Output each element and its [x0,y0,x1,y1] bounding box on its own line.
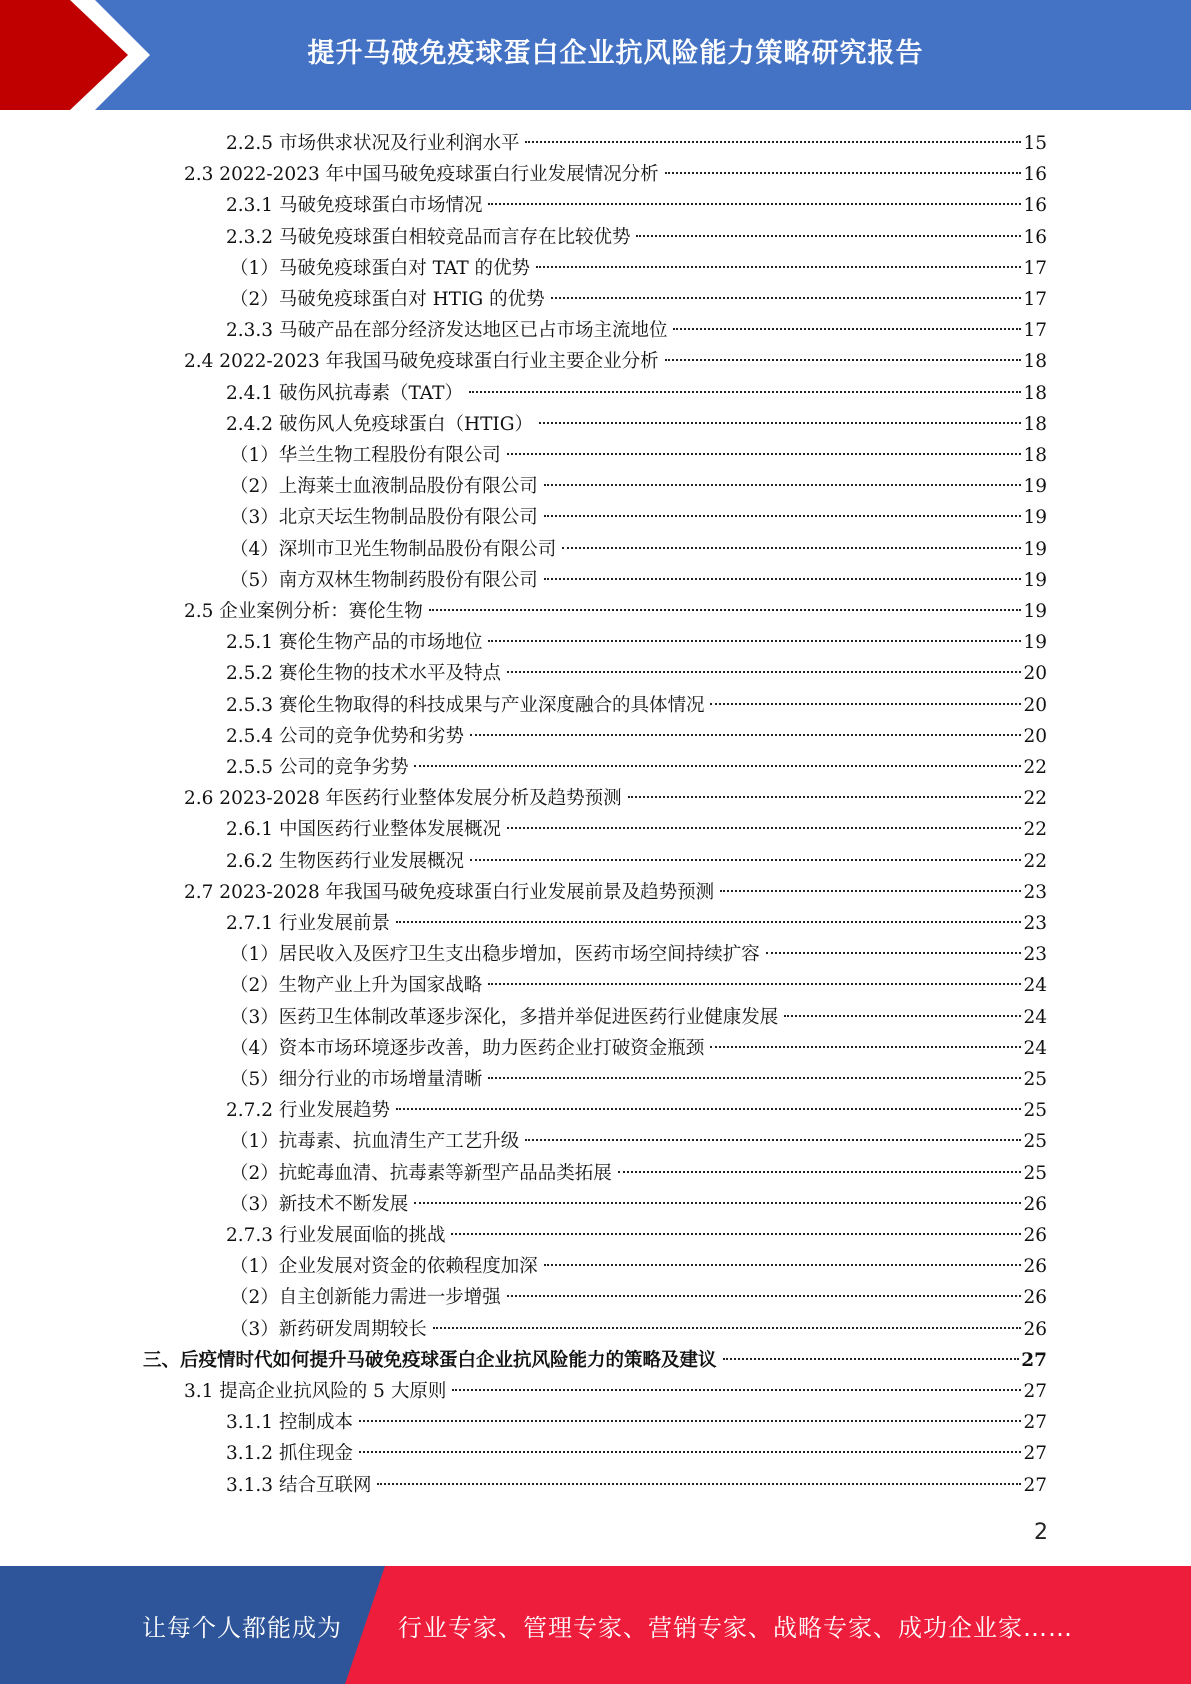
toc-entry-label: 2.5.1 赛伦生物产品的市场地位 [226,632,483,654]
toc-entry-page: 25 [1023,1131,1047,1153]
toc-entry[interactable] [230,502,1047,533]
toc-entry-page: 19 [1023,569,1047,591]
toc-dot-leader [544,578,1022,580]
toc-dot-leader [488,1077,1021,1079]
toc-entry-page: 18 [1023,445,1047,466]
toc-entry-page: 23 [1023,913,1047,934]
toc-entry[interactable] [184,877,1047,908]
toc-entry[interactable] [226,814,1047,845]
toc-dot-leader [536,266,1021,268]
toc-entry[interactable] [226,721,1047,752]
toc-dot-leader [636,235,1021,237]
toc-entry-label: 3.1.3 结合互联网 [226,1474,372,1496]
toc-entry-label: （1）抗毒素、抗血清生产工艺升级 [230,1131,520,1153]
toc-entry-label: 2.4.1 破伤风抗毒素（TAT） [226,382,463,404]
toc-entry-page: 16 [1023,164,1047,186]
toc-entry-label: 2.7.2 行业发展趋势 [226,1100,390,1122]
toc-dot-leader [396,921,1021,923]
toc-entry-label: 2.3.3 马破产品在部分经济发达地区已占市场主流地位 [226,320,668,342]
toc-entry-page: 20 [1023,663,1047,685]
toc-entry-label: （5）细分行业的市场增量清晰 [230,1069,483,1090]
toc-entry-page: 16 [1023,195,1047,217]
report-title: 提升马破免疫球蛋白企业抗风险能力策略研究报告 [307,37,924,69]
toc-entry[interactable] [230,1033,1047,1064]
toc-dot-leader [414,1202,1021,1204]
toc-entry-page: 26 [1023,1287,1047,1309]
toc-entry[interactable] [184,596,1047,627]
toc-entry[interactable] [230,1126,1047,1157]
toc-entry-label: （2）马破免疫球蛋白对 HTIG 的优势 [230,289,545,310]
toc-entry-page: 20 [1023,694,1047,716]
toc-entry-page: 25 [1023,1069,1047,1090]
toc-entry-label: （1）马破免疫球蛋白对 TAT 的优势 [230,257,531,279]
toc-dot-leader [507,1295,1022,1297]
toc-entry-label: 2.7.3 行业发展面临的挑战 [226,1225,446,1246]
toc-dot-leader [414,765,1021,767]
toc-entry-label: 2.7.1 行业发展前景 [226,913,390,934]
toc-dot-leader [628,796,1022,798]
toc-entry[interactable] [226,1407,1047,1438]
toc-entry[interactable] [226,846,1047,877]
toc-entry-page: 17 [1023,320,1047,342]
toc-entry[interactable] [226,1220,1047,1251]
toc-entry-label: 3.1.1 控制成本 [226,1412,353,1434]
toc-dot-leader [673,328,1021,330]
toc-entry-page: 26 [1023,1318,1047,1340]
toc-entry[interactable] [226,315,1047,346]
toc-entry[interactable] [230,1002,1047,1033]
toc-entry-label: 三、后疫情时代如何提升马破免疫球蛋白企业抗风险能力的策略及建议 [143,1349,717,1371]
toc-dot-leader [525,141,1021,143]
toc-entry[interactable] [184,1376,1047,1407]
toc-dot-leader [784,1015,1021,1017]
toc-entry-page: 18 [1023,382,1047,404]
toc-entry[interactable] [226,409,1047,440]
toc-dot-leader [429,609,1022,611]
toc-entry[interactable] [226,908,1047,939]
toc-entry-page: 20 [1023,725,1047,747]
toc-entry[interactable] [226,190,1047,221]
toc-dot-leader [665,172,1022,174]
toc-entry-page: 15 [1023,133,1047,154]
toc-dot-leader [359,1451,1022,1453]
toc-entry[interactable] [230,253,1047,284]
toc-entry-page: 19 [1023,632,1047,654]
toc-entry-label: 2.6.1 中国医药行业整体发展概况 [226,819,501,841]
toc-entry[interactable] [226,1470,1047,1501]
toc-entry-page: 19 [1023,476,1047,498]
toc-dot-leader [377,1483,1021,1485]
toc-entry-label: （4）深圳市卫光生物制品股份有限公司 [230,538,557,560]
toc-dot-leader [618,1171,1022,1173]
toc-entry-label: 2.7 2023-2028 年我国马破免疫球蛋白行业发展前景及趋势预测 [184,881,715,903]
toc-entry[interactable] [143,1345,1047,1376]
toc-dot-leader [766,952,1022,954]
toc-entry-page: 24 [1023,975,1047,997]
toc-entry[interactable] [226,1438,1047,1469]
toc-dot-leader [469,391,1021,393]
toc-entry-label: 2.4.2 破伤风人免疫球蛋白（HTIG） [226,413,534,435]
toc-entry[interactable] [230,1189,1047,1220]
toc-dot-leader [720,890,1021,892]
toc-entry[interactable] [230,939,1047,970]
toc-entry-label: （3）新药研发周期较长 [230,1318,427,1340]
toc-entry-label: （2）上海莱士血液制品股份有限公司 [230,476,538,498]
toc-entry-label: 2.3.2 马破免疫球蛋白相较竞品而言存在比较优势 [226,226,631,248]
toc-entry-label: 2.3.1 马破免疫球蛋白市场情况 [226,195,483,217]
toc-entry[interactable] [230,565,1047,596]
toc-entry-label: 3.1.2 抓住现金 [226,1443,353,1465]
toc-entry-label: 2.2.5 市场供求状况及行业利润水平 [226,133,520,154]
toc-entry-label: （3）医药卫生体制改革逐步深化，多措并举促进医药行业健康发展 [230,1006,779,1028]
toc-entry[interactable] [230,1314,1047,1345]
toc-dot-leader [396,1108,1021,1110]
toc-entry-page: 26 [1023,1193,1047,1215]
footer-slogan-left: 让每个人都能成为 [142,1613,342,1642]
toc-entry-page: 27 [1021,1349,1047,1371]
toc-entry-page: 23 [1023,944,1047,966]
toc-entry-label: （3）新技术不断发展 [230,1193,409,1215]
toc-dot-leader [488,640,1021,642]
toc-dot-leader [525,1139,1021,1141]
toc-dot-leader [710,703,1021,705]
toc-entry-label: （1）居民收入及医疗卫生支出稳步增加，医药市场空间持续扩容 [230,944,760,966]
toc-entry-label: 2.5.5 公司的竞争劣势 [226,757,409,778]
toc-entry[interactable] [226,1095,1047,1126]
toc-dot-leader [539,422,1021,424]
toc-entry-label: （3）北京天坛生物制品股份有限公司 [230,507,538,529]
toc-entry-page: 27 [1023,1443,1047,1465]
toc-entry-label: （1）企业发展对资金的依赖程度加深 [230,1256,538,1278]
page-number: 2 [1034,1520,1048,1545]
toc-entry[interactable] [226,690,1047,721]
toc-entry[interactable] [230,1158,1047,1189]
toc-entry[interactable] [226,222,1047,253]
toc-entry[interactable] [226,752,1047,783]
toc-entry-label: 2.5.2 赛伦生物的技术水平及特点 [226,663,501,685]
toc-dot-leader [544,484,1022,486]
toc-entry-page: 17 [1023,257,1047,279]
toc-dot-leader [488,203,1021,205]
toc-entry-label: （2）抗蛇毒血清、抗毒素等新型产品品类拓展 [230,1162,612,1184]
toc-entry[interactable] [230,534,1047,565]
toc-entry-label: 2.5.4 公司的竞争优势和劣势 [226,725,464,747]
toc-entry[interactable] [230,1064,1047,1095]
toc-dot-leader [562,547,1021,549]
toc-entry-page: 22 [1023,850,1047,872]
toc-entry-page: 16 [1023,226,1047,248]
toc-entry-page: 22 [1023,757,1047,778]
toc-entry-page: 17 [1023,289,1047,310]
toc-entry[interactable] [226,378,1047,409]
toc-dot-leader [507,827,1021,829]
toc-dot-leader [544,515,1022,517]
toc-entry-page: 19 [1023,538,1047,560]
toc-entry-page: 25 [1023,1162,1047,1184]
toc-entry-label: （4）资本市场环境逐步改善，助力医药企业打破资金瓶颈 [230,1037,705,1059]
toc-entry-label: 3.1 提高企业抗风险的 5 大原则 [184,1381,447,1402]
toc-entry-label: 2.5.3 赛伦生物取得的科技成果与产业深度融合的具体情况 [226,694,705,716]
toc-dot-leader [665,359,1022,361]
toc-dot-leader [723,1358,1020,1360]
toc-entry[interactable] [230,1251,1047,1282]
toc-entry-page: 22 [1023,788,1047,810]
toc-entry-label: （1）华兰生物工程股份有限公司 [230,445,501,466]
toc-entry-label: （2）生物产业上升为国家战略 [230,975,483,997]
toc-entry[interactable] [226,128,1047,159]
toc-entry-page: 19 [1023,601,1047,622]
toc-entry[interactable] [230,284,1047,315]
toc-entry-page: 27 [1023,1381,1047,1402]
toc-dot-leader [470,734,1021,736]
toc-entry-label: （2）自主创新能力需进一步增强 [230,1287,501,1309]
page-header [0,0,1191,110]
toc-entry-page: 23 [1023,881,1047,903]
toc-entry-label: 2.3 2022-2023 年中国马破免疫球蛋白行业发展情况分析 [184,164,659,186]
toc-dot-leader [452,1389,1021,1391]
toc-entry-label: （5）南方双林生物制药股份有限公司 [230,569,538,591]
toc-dot-leader [359,1420,1022,1422]
toc-entry[interactable] [184,159,1047,190]
toc-entry-page: 24 [1023,1006,1047,1028]
toc-entry-page: 25 [1023,1100,1047,1122]
toc-entry[interactable] [184,783,1047,814]
toc-entry[interactable] [226,627,1047,658]
toc-entry[interactable] [230,471,1047,502]
toc-entry-page: 22 [1023,819,1047,841]
toc-entry[interactable] [230,970,1047,1001]
toc-entry-page: 19 [1023,507,1047,529]
toc-dot-leader [433,1327,1022,1329]
toc-entry-page: 18 [1023,351,1047,373]
toc-dot-leader [470,859,1021,861]
toc-entry-label: 2.4 2022-2023 年我国马破免疫球蛋白行业主要企业分析 [184,351,659,373]
toc-entry[interactable] [226,658,1047,689]
toc-dot-leader [710,1046,1021,1048]
toc-dot-leader [507,453,1022,455]
toc-entry[interactable] [230,1282,1047,1313]
toc-entry-page: 24 [1023,1037,1047,1059]
toc-entry-page: 26 [1023,1256,1047,1278]
toc-dot-leader [551,297,1022,299]
toc-entry[interactable] [184,346,1047,377]
toc-entry-label: 2.5 企业案例分析：赛伦生物 [184,601,423,622]
page-footer [0,1566,1191,1684]
toc-dot-leader [488,983,1021,985]
toc-dot-leader [451,1233,1021,1235]
toc-dot-leader [507,671,1021,673]
footer-slogan-right: 行业专家、管理专家、营销专家、战略专家、成功企业家…… [398,1613,1073,1642]
toc-entry-page: 18 [1023,413,1047,435]
toc-entry[interactable] [230,440,1047,471]
toc-entry-page: 27 [1023,1474,1047,1496]
toc-dot-leader [544,1264,1022,1266]
toc-entry-page: 26 [1023,1225,1047,1246]
toc-entry-label: 2.6.2 生物医药行业发展概况 [226,850,464,872]
toc-entry-label: 2.6 2023-2028 年医药行业整体发展分析及趋势预测 [184,788,622,810]
toc-entry-page: 27 [1023,1412,1047,1434]
